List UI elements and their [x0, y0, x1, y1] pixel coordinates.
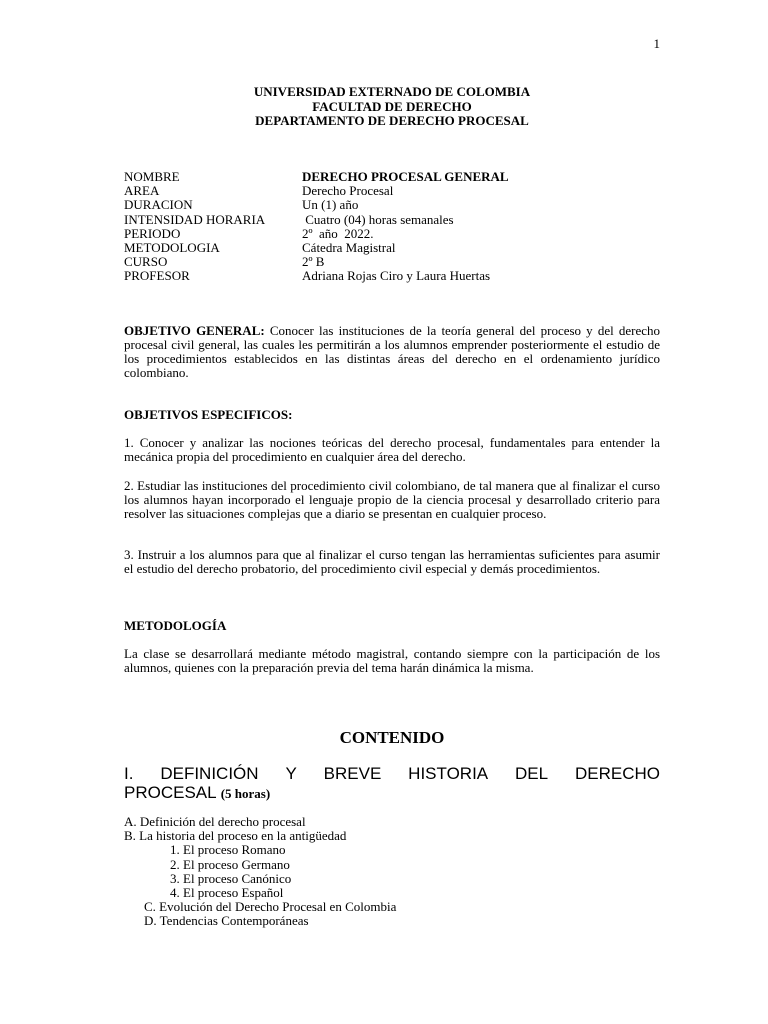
department-name: DEPARTAMENTO DE DERECHO PROCESAL: [255, 113, 529, 128]
info-row-profesor: [124, 269, 509, 283]
unit-title-word: DEFINICIÓN: [160, 764, 259, 783]
course-info-table: [124, 170, 509, 284]
content-outline: [124, 815, 396, 929]
info-value: Cuatro (04) horas semanales: [302, 211, 454, 227]
info-row-duracion: [124, 198, 509, 212]
unit-title-text: PROCESAL: [124, 783, 221, 802]
info-label: INTENSIDAD HORARIA: [124, 211, 266, 227]
info-label: DURACION: [124, 197, 193, 213]
outline-subitem: 4. El proceso Español: [170, 885, 284, 901]
objetivo-general-section: [124, 324, 660, 380]
info-label: NOMBRE: [124, 169, 180, 184]
unit-title-line1: [124, 764, 660, 783]
info-value: 2º año 2022.: [302, 225, 374, 241]
info-label: PERIODO: [124, 225, 181, 241]
university-name: UNIVERSIDAD EXTERNADO DE COLOMBIA: [253, 84, 531, 99]
info-row-metodologia: [124, 241, 509, 255]
outline-subitem: 2. El proceso Germano: [170, 856, 290, 872]
outline-item: A. Definición del derecho procesal: [124, 814, 306, 829]
outline-item: D. Tendencias Contemporáneas: [144, 913, 309, 929]
objetivos-especificos-heading: [124, 408, 660, 422]
info-value: Adriana Rojas Ciro y Laura Huertas: [302, 268, 491, 284]
section-heading: OBJETIVOS ESPECIFICOS:: [124, 407, 293, 422]
list-item: 1. Conocer y analizar las nociones teóricas del derecho procesal, fundamentales para entender la mecánica propia del procedimiento en cualquier área del derecho.: [124, 435, 660, 464]
unit-title-word: BREVE: [323, 764, 382, 783]
list-item: 2. Estudiar las instituciones del procedimiento civil colombiano, de tal manera que al finalizar el curso los alumnos hayan incorporado el lenguaje propio de la ciencia procesal y desarrollado criterio para resolver las situaciones complejas que a diario se presentan en cualquier proceso.: [124, 478, 660, 521]
objetivo-especifico-1: [124, 436, 660, 464]
objetivo-general-text: Conocer las instituciones de la teoría general del proceso y del derecho procesal civil general, las cuales les permitirán a los alumnos emprender posteriormente el estudio de los procedimientos establecidos en las distintas áreas del derecho en el ordenamiento jurídico colombiano.: [124, 323, 661, 380]
document-header: [124, 85, 660, 129]
info-value: Derecho Procesal: [302, 183, 394, 199]
info-label: CURSO: [124, 254, 168, 270]
section-heading: METODOLOGÍA: [124, 618, 227, 633]
objetivo-especifico-3: [124, 548, 660, 576]
faculty-name: FACULTAD DE DERECHO: [312, 98, 472, 114]
objetivo-especifico-2: [124, 479, 660, 521]
info-value: Cátedra Magistral: [302, 239, 396, 255]
outline-item: B. La historia del proceso en la antigüedad: [124, 828, 347, 844]
metodologia-text: La clase se desarrollará mediante método magistral, contando siempre con la participación de los alumnos, quienes con la preparación previa del tema harán dinámica la misma.: [124, 646, 660, 675]
list-item: 3. Instruir a los alumnos para que al finalizar el curso tengan las herramientas suficientes para asumir el estudio del derecho probatorio, del procedimiento civil especial y demás procedimientos.: [124, 547, 660, 576]
objetivo-general-paragraph: [124, 324, 660, 380]
unit-title-word: DEL: [515, 764, 549, 783]
unit-title-line2: [124, 783, 660, 803]
info-label: PROFESOR: [124, 268, 190, 284]
unit-title: [124, 764, 660, 803]
unit-title-word: DERECHO: [574, 764, 660, 783]
unit-hours: (5 horas): [220, 786, 271, 801]
info-value: DERECHO PROCESAL GENERAL: [302, 169, 509, 184]
info-value: 2º B: [302, 254, 325, 270]
info-row-periodo: [124, 227, 509, 241]
info-row-nombre: [124, 170, 509, 184]
info-label: AREA: [124, 183, 160, 199]
info-row-intensidad: [124, 213, 509, 227]
info-row-curso: [124, 255, 509, 269]
outline-item: C. Evolución del Derecho Procesal en Colombia: [144, 899, 397, 915]
objetivo-general-heading: OBJETIVO GENERAL:: [124, 323, 265, 338]
metodologia-heading: [124, 619, 660, 633]
unit-title-word: HISTORIA: [408, 764, 489, 783]
info-value: Un (1) año: [302, 197, 359, 213]
unit-title-word: Y: [285, 764, 297, 783]
page-number: 1: [653, 36, 660, 51]
outline-subitem: 3. El proceso Canónico: [170, 870, 292, 886]
unit-title-word: I.: [124, 764, 134, 783]
info-row-area: [124, 184, 509, 198]
info-label: METODOLOGIA: [124, 239, 220, 255]
contenido-title: CONTENIDO: [339, 728, 445, 747]
metodologia-section: [124, 647, 660, 675]
outline-subitem: 1. El proceso Romano: [170, 842, 286, 858]
